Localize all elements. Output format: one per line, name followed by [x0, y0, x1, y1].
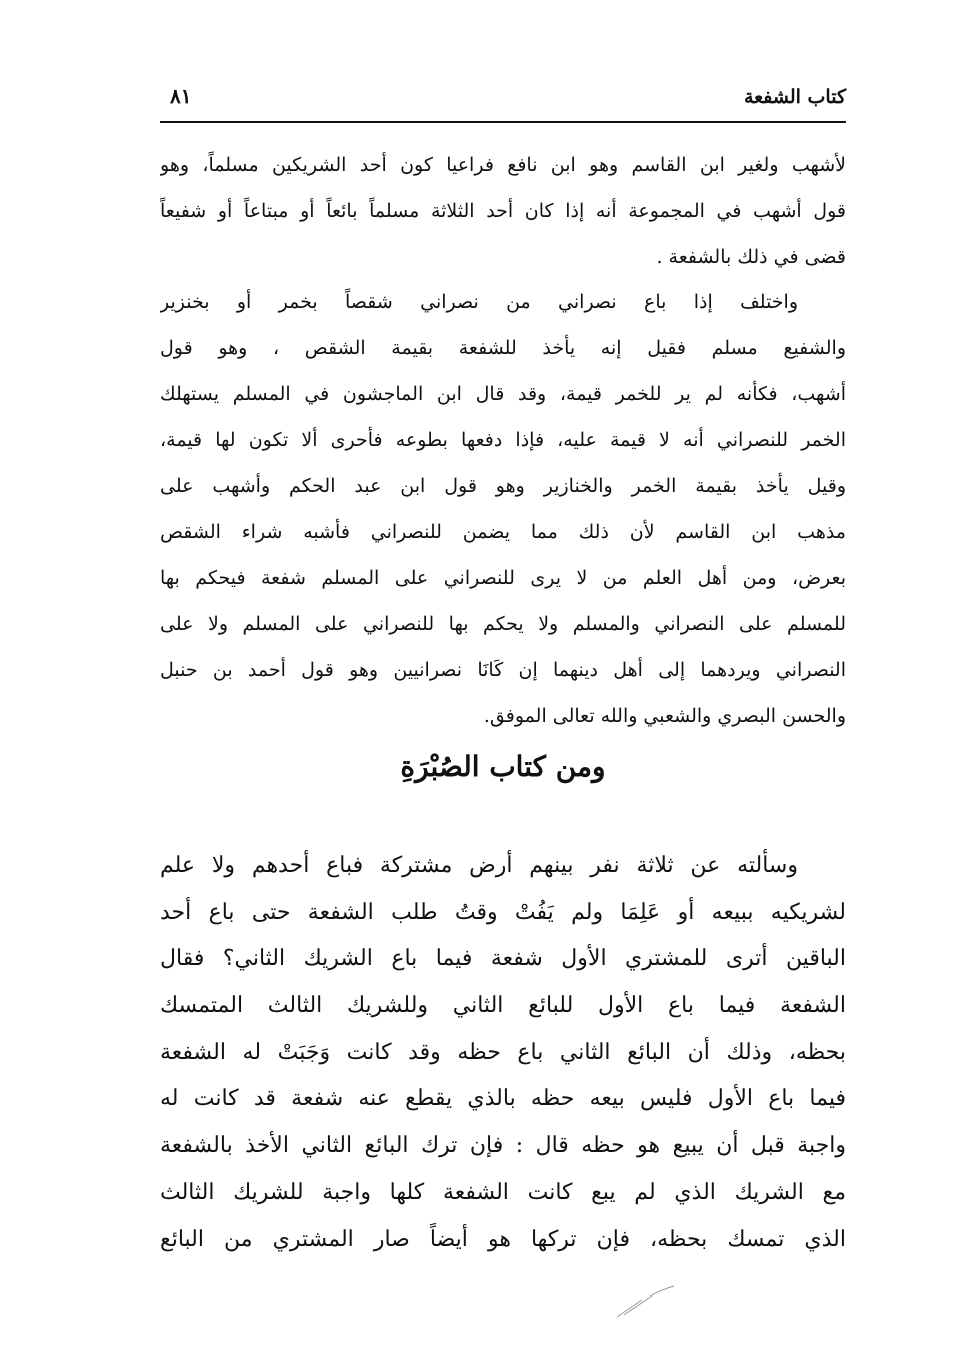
text-line: بعرض، ومن أهل العلم من لا يرى للنصراني على المسلم شفعة فيحكم بها	[160, 567, 846, 589]
text-line: الذي تمسك بحظه، فإن تركها هو أيضاً صار المشتري من البائع	[160, 1226, 846, 1252]
paragraph-1	[160, 142, 846, 280]
text-line: والشفيع مسلم فقيل إنه يأخذ للشفعة بقيمة الشقص ، وهو قول	[160, 337, 846, 359]
text-line: أشهب، فكأنه لم ير للخمر قيمة، وقد قال ابن الماجشون في المسلم يستهلك	[160, 383, 846, 405]
paragraph-2	[160, 279, 846, 739]
text-line: الخمر للنصراني أنه لا قيمة عليه، فإذا دفعها بطوعه فأحرى ألا تكون لها قيمة،	[160, 429, 846, 451]
text-line: للمسلم على النصراني والمسلم ولا يحكم بها للنصراني على المسلم ولا على	[160, 613, 846, 635]
text-line: لشريكيه ببيعه أو عَلِمَا ولم يَفُتْ وقتُ طلب الشفعة حتى باع أحد	[160, 899, 846, 925]
text-line: وقيل يأخذ بقيمة الخمر والخنازير وهو قول ابن عبد الحكم وأشهب على	[160, 475, 846, 497]
header-rule	[160, 121, 846, 123]
section-title: ومن كتاب الصُبْرَةِ	[400, 750, 606, 783]
running-head	[160, 82, 846, 118]
pencil-mark	[612, 1282, 682, 1322]
text-line: بحظه، وذلك أن البائع الثاني باع حظه وقد كانت وَجَبَتْ له الشفعة	[160, 1039, 846, 1065]
text-line: قول أشهب في المجموعة أنه إذا كان أحد الثلاثة مسلماً بائعاً أو مبتاعاً أو شفيعاً	[160, 200, 846, 222]
text-line: فيما باع الأول فليس بيعه حظه بالذي يقطع عنه شفعة قد كانت له	[160, 1086, 846, 1112]
page-number: ٨١	[170, 84, 192, 108]
text-line: الباقين أترى للمشتري الأول شفعة فيما باع الشريك الثاني؟ فقال	[160, 946, 846, 972]
text-line: والحسن البصري والشعبي والله تعالى الموفق.	[483, 705, 846, 727]
text-line: مذهب ابن القاسم لأن ذلك مما يضمن للنصراني فأشبه شراء الشقص	[160, 521, 846, 543]
book-title: كتاب الشفعة	[743, 86, 846, 108]
text-line: واجبة قبل أن يبيع هو حظه قال : فإن ترك البائع الثاني الأخذ بالشفعة	[160, 1133, 846, 1159]
text-line: قضى في ذلك بالشفعة .	[656, 246, 846, 268]
paragraph-3	[160, 843, 846, 1263]
text-line: مع الشريك الذي لم يبع كانت الشفعة كلها واجبة للشريك الثالث	[160, 1179, 846, 1205]
text-line: النصراني ويردهما إلى أهل دينهما إن كَانَا نصرانيين وهو قول أحمد بن حنبل	[160, 659, 846, 681]
text-line: لأشهب ولغير ابن القاسم وهو ابن نافع فراعيا كون أحد الشريكين مسلماً، وهو	[160, 154, 846, 176]
text-line: وسألته عن ثلاثة نفر بينهم أرض مشتركة فباع أحدهم ولا علم	[160, 853, 798, 878]
text-line: الشفعة فيما باع الأول للبائع الثاني وللشريك الثالث المتمسك	[160, 993, 846, 1019]
text-line: واختلف إذا باع نصراني من نصراني شقصاً بخمر أو بخنزير	[160, 291, 798, 313]
